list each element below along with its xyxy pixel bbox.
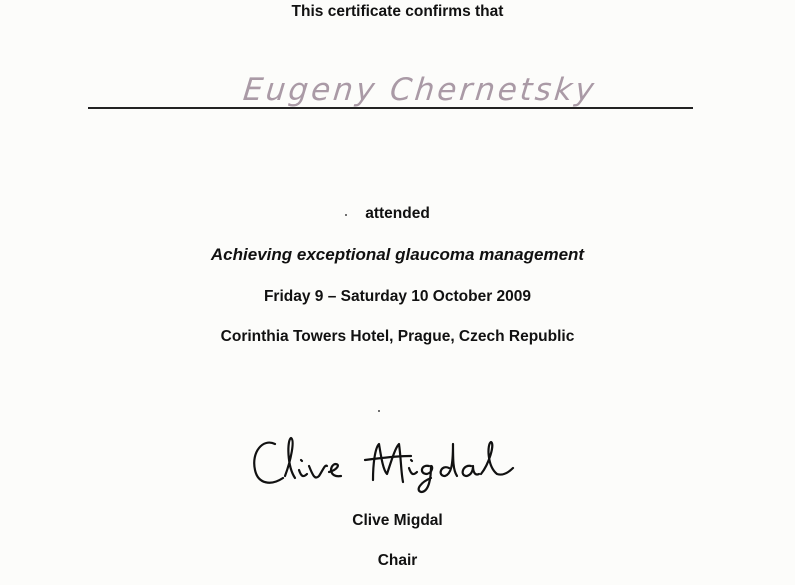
certificate-heading: This certificate confirms that — [291, 3, 504, 20]
event-venue: Corinthia Towers Hotel, Prague, Czech Republic — [220, 328, 575, 345]
signer-role: Chair — [377, 552, 418, 569]
signature-image — [245, 430, 545, 500]
signer-name: Clive Migdal — [352, 512, 443, 529]
attended-label: attended — [365, 205, 430, 222]
recipient-name-handwritten: Eugeny Chernetsky — [241, 72, 599, 108]
name-underline — [88, 107, 693, 109]
course-title: Achieving exceptional glaucoma management — [210, 245, 585, 264]
event-dates: Friday 9 – Saturday 10 October 2009 — [263, 288, 532, 305]
paper-speck — [378, 410, 380, 412]
